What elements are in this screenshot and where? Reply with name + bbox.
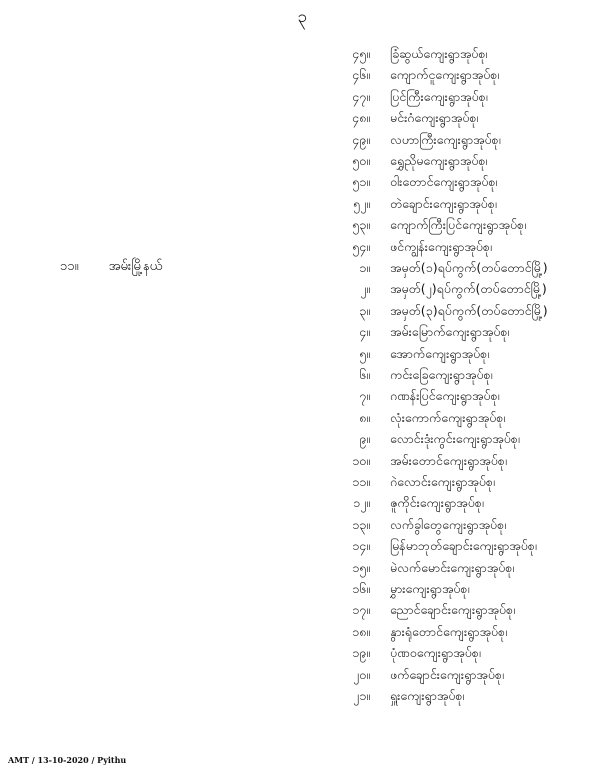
list-item-name: ဇူကိုင်းကျေးရွာအုပ်စု၊: [390, 495, 484, 511]
list-item-name: ကျောက်ကြီးပြင်ကျေးရွာအုပ်စု၊: [390, 217, 527, 233]
list-item-name: ညောင်ချောင်းကျေးရွာအုပ်စု၊: [390, 602, 516, 618]
page-number: ၃: [297, 7, 308, 27]
list-item: [0, 237, 605, 257]
list-item-name: ပြင်ကြီးကျေးရွာအုပ်စု၊: [390, 88, 488, 104]
list-item-name: ရှူးကျေးရွာအုပ်စု၊: [390, 688, 465, 703]
list-item-name: နွားရုံတောင်ကျေးရွာအုပ်စု၊: [390, 623, 508, 639]
list-item: [0, 301, 605, 321]
list-item-number: ၇။: [359, 388, 370, 404]
list-item-number: ၄၉။: [352, 131, 370, 147]
list-item-number: ၂။: [360, 281, 370, 297]
list-item-number: ၁၉။: [352, 645, 370, 661]
list-item-number: ၅၀။: [352, 153, 370, 168]
list-item: [0, 600, 605, 620]
list-item: [0, 172, 605, 192]
list-item-number: ၄၅။: [352, 46, 370, 61]
list-item-number: ၁၄။: [352, 538, 370, 554]
list-item-name: ခြံဆွယ်ကျေးရွာအုပ်စု၊: [390, 46, 488, 61]
list-item: [0, 130, 605, 150]
list-item-name: တဲချောင်းကျေးရွာအုပ်စု၊: [390, 195, 497, 211]
list-item-number: ၅၃။: [352, 217, 370, 233]
list-item-number: ၅၄။: [352, 238, 370, 254]
list-item-number: ၁၈။: [352, 623, 370, 639]
list-item: [0, 365, 605, 385]
list-item-name: ကင်းခြေကျေးရွာအုပ်စု၊: [390, 367, 493, 382]
list-item: [0, 386, 605, 406]
list-item-number: ၁၅။: [352, 559, 370, 575]
list-item-name: အမှတ်(၂)ရပ်ကွက်(တပ်တောင်မြို့): [390, 281, 547, 297]
list-item-name: ကျောက်ငူကျေးရွာအုပ်စု၊: [390, 67, 500, 83]
list-item: [0, 87, 605, 107]
list-item: [0, 643, 605, 663]
list-item-name: မွှားကျေးရွာအုပ်စု၊: [390, 581, 470, 596]
list-item: [0, 558, 605, 578]
list-item-name: အမ်းမြောက်ကျေးရွာအုပ်စု၊: [390, 324, 510, 340]
list-item: [0, 686, 605, 706]
list-item: [0, 622, 605, 642]
list-item: [0, 322, 605, 342]
list-item-number: ၅၂။: [353, 195, 370, 211]
list-item-name: လုံးကောက်ကျေးရွာအုပ်စု၊: [390, 409, 506, 425]
list-item-name: အမ်းတောင်ကျေးရွာအုပ်စု၊: [390, 452, 507, 468]
list-item-number: ၈။: [359, 409, 370, 425]
list-item-name: လက်ခွါတွေကျေးရွာအုပ်စု၊: [390, 516, 507, 532]
list-item: [0, 258, 605, 278]
list-item-number: ၁။: [359, 260, 370, 275]
list-item: [0, 408, 605, 428]
list-item: [0, 44, 605, 64]
list-item-number: ၁၆။: [352, 581, 370, 596]
list-item: [0, 215, 605, 235]
list-item-number: ၉။: [359, 431, 370, 447]
list-item-name: ဝါးတောင်ကျေးရွာအုပ်စု၊: [390, 174, 498, 190]
list-item-name: မြန်မာဘုတ်ချောင်းကျေးရွာအုပ်စု၊: [390, 538, 537, 554]
list-item: [0, 429, 605, 449]
list-item-number: ၄၈။: [352, 110, 370, 126]
list-item-number: ၃။: [359, 302, 370, 318]
list-item: [0, 344, 605, 364]
list-item: [0, 665, 605, 685]
list-item-number: ၁၀။: [352, 452, 370, 468]
list-item: [0, 151, 605, 171]
list-item-number: ၅။: [359, 345, 370, 361]
list-item-name: မဲလက်မောင်းကျေးရွာအုပ်စု၊: [390, 559, 515, 575]
list-item-number: ၄၇။: [352, 88, 370, 104]
list-item-name: ဂဲလောင်းကျေးရွာအုပ်စု၊: [390, 474, 495, 489]
list-item: [0, 493, 605, 513]
list-item-name: ဖက်ချောင်းကျေးရွာအုပ်စု၊: [390, 666, 505, 682]
list-item-name: ဖင်ကျွန်းကျေးရွာအုပ်စု၊: [390, 238, 493, 254]
list-item: [0, 451, 605, 471]
list-item-number: ၁၁။: [352, 474, 370, 489]
list-item: [0, 65, 605, 85]
list-item-name: ဂဏန်းပြင်ကျေးရွာအုပ်စု၊: [390, 388, 500, 404]
list-item: [0, 515, 605, 535]
section-number: ၁၁။: [60, 259, 79, 274]
list-item-name: အမှတ်(၁)ရပ်ကွက်(တပ်တောင်မြို့): [390, 260, 548, 275]
list-item-number: ၄၆။: [352, 67, 370, 83]
list-item-number: ၁၇။: [352, 602, 370, 618]
list-item: [0, 536, 605, 556]
list-item-name: ပုံဏဝကျေးရွာအုပ်စု၊: [390, 645, 481, 661]
list-item: [0, 108, 605, 128]
list-item-name: အောက်ကျေးရွာအုပ်စု၊: [390, 345, 490, 361]
list-item-name: အမှတ်(၃)ရပ်ကွက်(တပ်တောင်မြို့): [390, 302, 548, 318]
list-item-number: ၁၃။: [352, 516, 370, 532]
list-item-number: ၂၁။: [353, 688, 370, 703]
list-item: [0, 579, 605, 599]
list-item-name: မင်းဂံကျေးရွာအုပ်စု၊: [390, 110, 479, 126]
list-item: [0, 194, 605, 214]
list-item-name: ရွှေညိုမကျေးရွာအုပ်စု၊: [390, 153, 488, 168]
list-item-number: ၂၀။: [353, 666, 370, 682]
list-item-number: ၁၂။: [353, 495, 370, 511]
list-item: [0, 472, 605, 492]
list-item-number: ၅၁။: [352, 174, 370, 190]
list-item-name: လောင်းဒုံးကွင်းကျေးရွာအုပ်စု၊: [390, 431, 520, 447]
list-item-name: လဟာကြီးကျေးရွာအုပ်စု၊: [390, 131, 501, 147]
list-item-number: ၄။: [359, 324, 370, 340]
section-title: အမ်းမြို့နယ်: [108, 259, 163, 274]
list-item: [0, 279, 605, 299]
list-item-number: ၆။: [359, 367, 370, 382]
footer-reference: AMT / 13-10-2020 / Pyithu: [8, 755, 127, 765]
